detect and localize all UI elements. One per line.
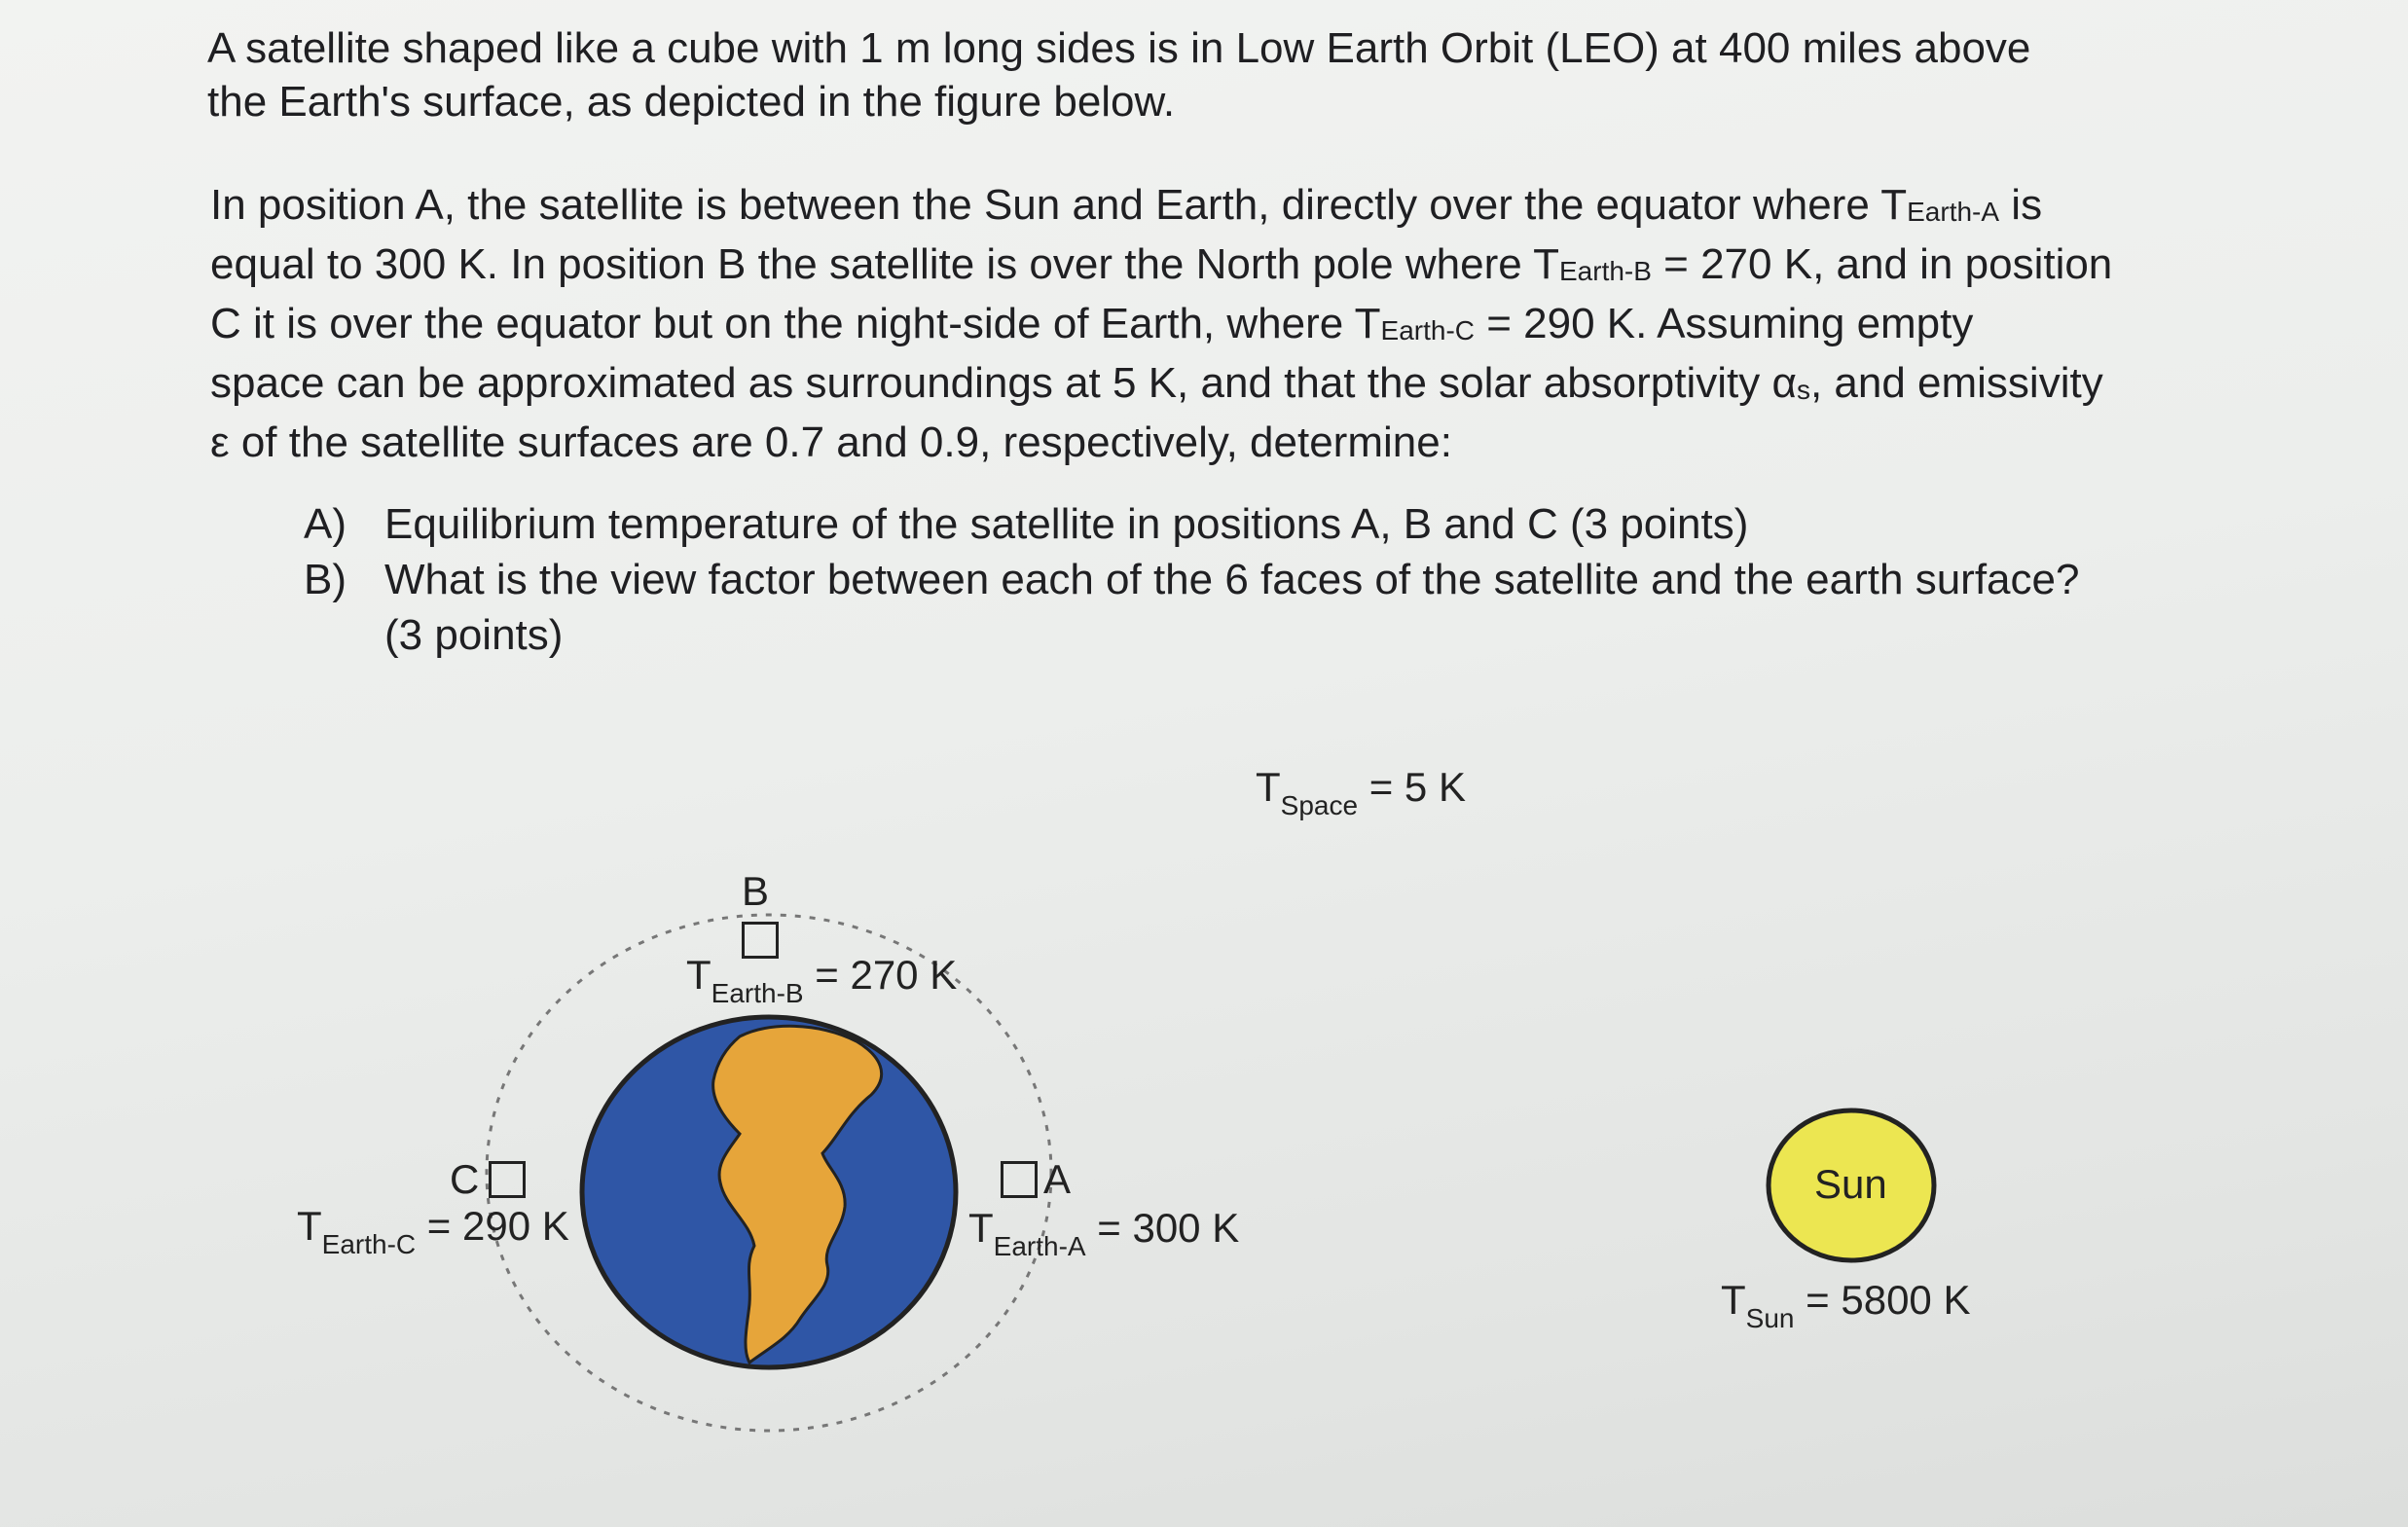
t-symbol: T bbox=[968, 1205, 994, 1251]
t-symbol: T bbox=[1256, 764, 1281, 810]
text-segment: equal to 300 K. In position B the satellite is over the North pole where T bbox=[210, 240, 1559, 288]
question-text: Equilibrium temperature of the satellite in positions A, B and C (3 points) bbox=[384, 500, 1749, 548]
t-space-label bbox=[1256, 764, 1466, 821]
t-symbol: T bbox=[297, 1203, 322, 1249]
t-value: = 290 K bbox=[416, 1203, 569, 1249]
question-continuation: (3 points) bbox=[384, 611, 564, 659]
text-segment: is bbox=[1999, 181, 2043, 229]
question-text: What is the view factor between each of the 6 faces of the satellite and the earth surface? bbox=[384, 556, 2080, 603]
satellite-c-icon bbox=[489, 1161, 526, 1198]
intro-line-1: A satellite shaped like a cube with 1 m long sides is in Low Earth Orbit (LEO) at 400 miles above bbox=[207, 24, 2031, 72]
subscript-earth-a: Earth-A bbox=[1907, 197, 2000, 227]
conditions-line-5: ε of the satellite surfaces are 0.7 and 0.9, respectively, determine: bbox=[210, 418, 1452, 466]
position-a-letter: A bbox=[1043, 1156, 1072, 1202]
text-segment: In position A, the satellite is between the Sun and Earth, directly over the equator where T bbox=[210, 181, 1908, 229]
text-segment: space can be approximated as surroundings at 5 K, and that the solar absorptivity α bbox=[210, 359, 1797, 407]
t-symbol: T bbox=[686, 952, 711, 998]
t-value: = 5 K bbox=[1358, 764, 1466, 810]
t-symbol: T bbox=[1721, 1277, 1746, 1323]
position-c-letter: C bbox=[450, 1156, 480, 1202]
t-subscript: Sun bbox=[1745, 1303, 1795, 1333]
t-subscript: Earth-A bbox=[993, 1231, 1086, 1261]
t-earth-a-label bbox=[968, 1205, 1239, 1262]
t-sun-label bbox=[1721, 1277, 1970, 1334]
t-value: = 5800 K bbox=[1794, 1277, 1971, 1323]
t-value: = 300 K bbox=[1085, 1205, 1240, 1251]
subscript-earth-c: Earth-C bbox=[1380, 315, 1475, 345]
text-segment: , and emissivity bbox=[1809, 359, 2103, 407]
subscript-earth-b: Earth-B bbox=[1559, 256, 1652, 286]
intro-line-2: the Earth's surface, as depicted in the figure below. bbox=[207, 78, 1176, 126]
t-value: = 270 K bbox=[803, 952, 958, 998]
t-earth-c-label bbox=[297, 1203, 569, 1260]
text-segment: = 290 K. Assuming empty bbox=[1475, 300, 1974, 347]
t-earth-b-label bbox=[686, 952, 957, 1009]
question-label: A) bbox=[304, 500, 347, 548]
satellite-a-icon bbox=[1001, 1161, 1038, 1198]
t-subscript: Space bbox=[1280, 790, 1359, 820]
position-b-letter: B bbox=[742, 868, 770, 914]
text-segment: = 270 K, and in position bbox=[1651, 240, 2113, 288]
text-segment: C it is over the equator but on the night-side of Earth, where T bbox=[210, 300, 1381, 347]
t-subscript: Earth-B bbox=[711, 978, 804, 1008]
t-subscript: Earth-C bbox=[321, 1229, 417, 1259]
question-label: B) bbox=[304, 556, 347, 603]
sun-label: Sun bbox=[1814, 1161, 1887, 1207]
subscript-s: s bbox=[1796, 375, 1810, 405]
